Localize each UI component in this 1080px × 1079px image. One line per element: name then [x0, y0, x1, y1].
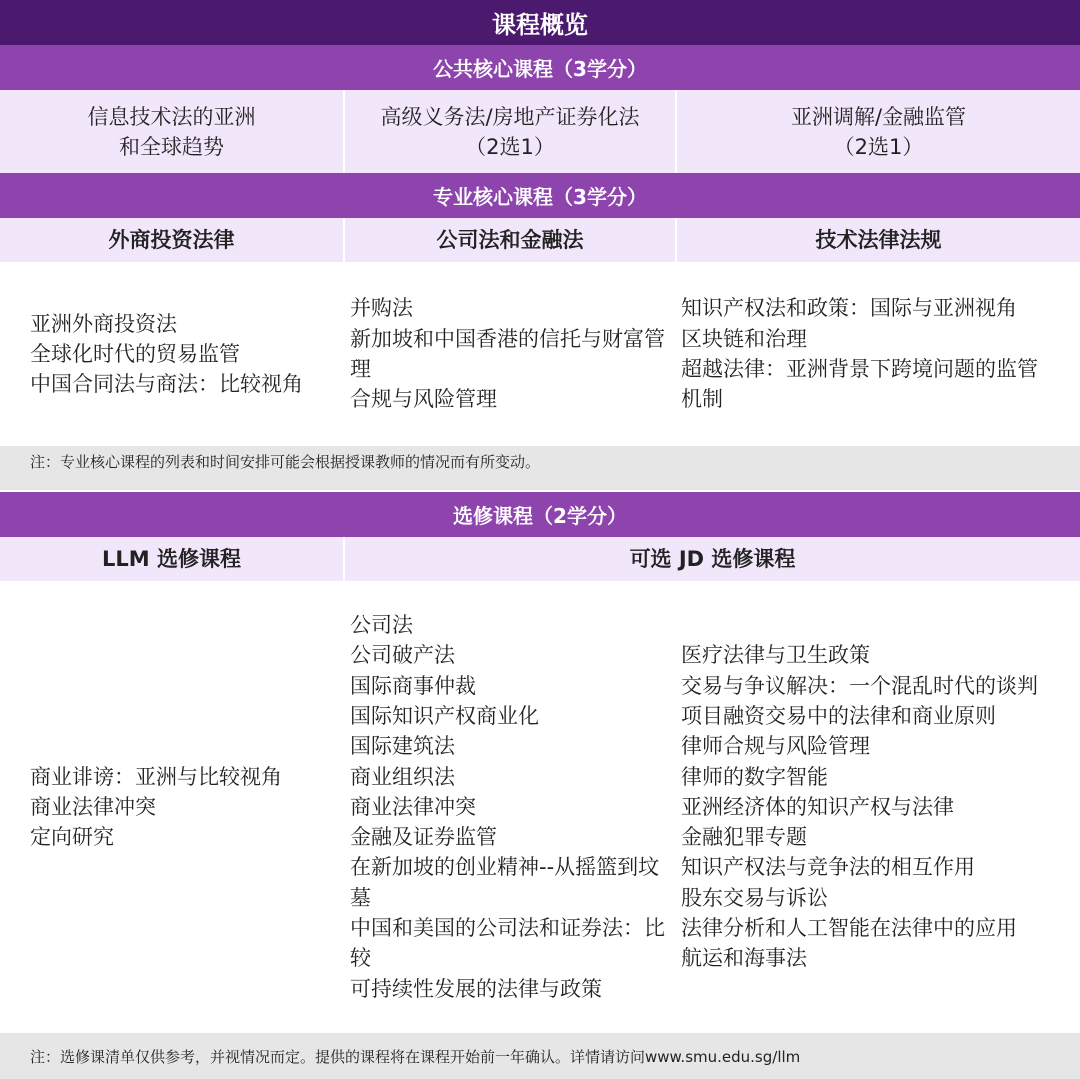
- list-item: 定向研究: [30, 825, 114, 850]
- list-item: 知识产权法和政策：国际与亚洲视角: [681, 296, 1017, 321]
- list-item: 全球化时代的贸易监管: [30, 341, 240, 366]
- list-item: 商业组织法: [350, 764, 455, 789]
- specialized-core-header-row: [0, 218, 1080, 262]
- list-item: 交易与争议解决：一个混乱时代的谈判: [681, 673, 1038, 698]
- page-title: [0, 0, 1080, 45]
- list-item: 金融犯罪专题: [681, 825, 807, 850]
- list-item: 律师的数字智能: [681, 764, 828, 789]
- list-item: 商业诽谤：亚洲与比较视角: [30, 764, 282, 789]
- list-item: 区块链和治理: [681, 326, 807, 351]
- specialized-core-note: [0, 446, 1080, 476]
- list-item: 律师合规与风险管理: [681, 734, 870, 759]
- list-item: 超越法律：亚洲背景下跨境问题的监管机制: [681, 357, 1038, 412]
- public-core-row: [0, 90, 1080, 173]
- note-spacer: [0, 476, 1080, 490]
- list-item: 公司破产法: [350, 643, 455, 668]
- list-item: 可持续性发展的法律与政策: [350, 976, 602, 1001]
- list-item: 法律分析和人工智能在法律中的应用: [681, 916, 1017, 941]
- course-list: [0, 262, 345, 446]
- public-core-cell: 亚洲调解/金融监管 （2选1）: [677, 90, 1080, 173]
- electives-note: [0, 1033, 1080, 1079]
- list-item: 合规与风险管理: [350, 387, 497, 412]
- course-list: [345, 262, 677, 446]
- list-item: 国际商事仲裁: [350, 673, 476, 698]
- list-item: 并购法: [350, 296, 413, 321]
- list-item: 商业法律冲突: [30, 794, 156, 819]
- course-list: [677, 262, 1080, 446]
- list-item: 商业法律冲突: [350, 794, 476, 819]
- electives-header-row: [0, 537, 1080, 581]
- public-core-cell: 高级义务法/房地产证券化法 （2选1）: [345, 90, 677, 173]
- column-header: 技术法律法规: [677, 218, 1080, 262]
- specialized-core-heading: [0, 173, 1080, 218]
- list-item: 在新加坡的创业精神--从摇篮到坟墓: [350, 855, 660, 910]
- specialized-core-heading-text: 专业核心课程（3学分）: [433, 185, 647, 209]
- electives-lists: [0, 581, 1080, 1033]
- list-item: 航运和海事法: [681, 946, 807, 971]
- public-core-heading-text: 公共核心课程（3学分）: [433, 57, 647, 81]
- specialized-core-lists: [0, 262, 1080, 446]
- list-item: 新加坡和中国香港的信托与财富管理: [350, 326, 665, 381]
- public-core-heading: [0, 45, 1080, 90]
- list-item: 国际建筑法: [350, 734, 455, 759]
- note-text: 注：专业核心课程的列表和时间安排可能会根据授课教师的情况而有所变动。: [30, 452, 541, 471]
- list-item: 项目融资交易中的法律和商业原则: [681, 703, 996, 728]
- list-item: 医疗法律与卫生政策: [681, 643, 870, 668]
- column-header: 外商投资法律: [0, 218, 345, 262]
- list-item: 公司法: [350, 613, 413, 638]
- electives-heading: [0, 492, 1080, 537]
- course-list: [0, 581, 345, 1033]
- electives-heading-text: 选修课程（2学分）: [453, 504, 627, 528]
- list-item: 亚洲外商投资法: [30, 311, 177, 336]
- list-item: 知识产权法与竞争法的相互作用: [681, 855, 975, 880]
- public-core-cell: 信息技术法的亚洲 和全球趋势: [0, 90, 345, 173]
- course-list: [677, 581, 1080, 1033]
- list-item: 股东交易与诉讼: [681, 885, 828, 910]
- list-item: 中国和美国的公司法和证券法：比较: [350, 916, 665, 971]
- page-title-text: 课程概览: [492, 11, 588, 39]
- list-item: 国际知识产权商业化: [350, 703, 539, 728]
- list-item: 中国合同法与商法：比较视角: [30, 372, 303, 397]
- column-header: LLM 选修课程: [0, 537, 345, 581]
- column-header: 可选 JD 选修课程: [345, 537, 1080, 581]
- course-list: [345, 581, 677, 1033]
- list-item: 亚洲经济体的知识产权与法律: [681, 794, 954, 819]
- list-item: 金融及证券监管: [350, 825, 497, 850]
- column-header: 公司法和金融法: [345, 218, 677, 262]
- note-text: 注：选修课清单仅供参考，并视情况而定。提供的课程将在课程开始前一年确认。详情请访问www.smu.edu.sg/llm: [30, 1047, 801, 1066]
